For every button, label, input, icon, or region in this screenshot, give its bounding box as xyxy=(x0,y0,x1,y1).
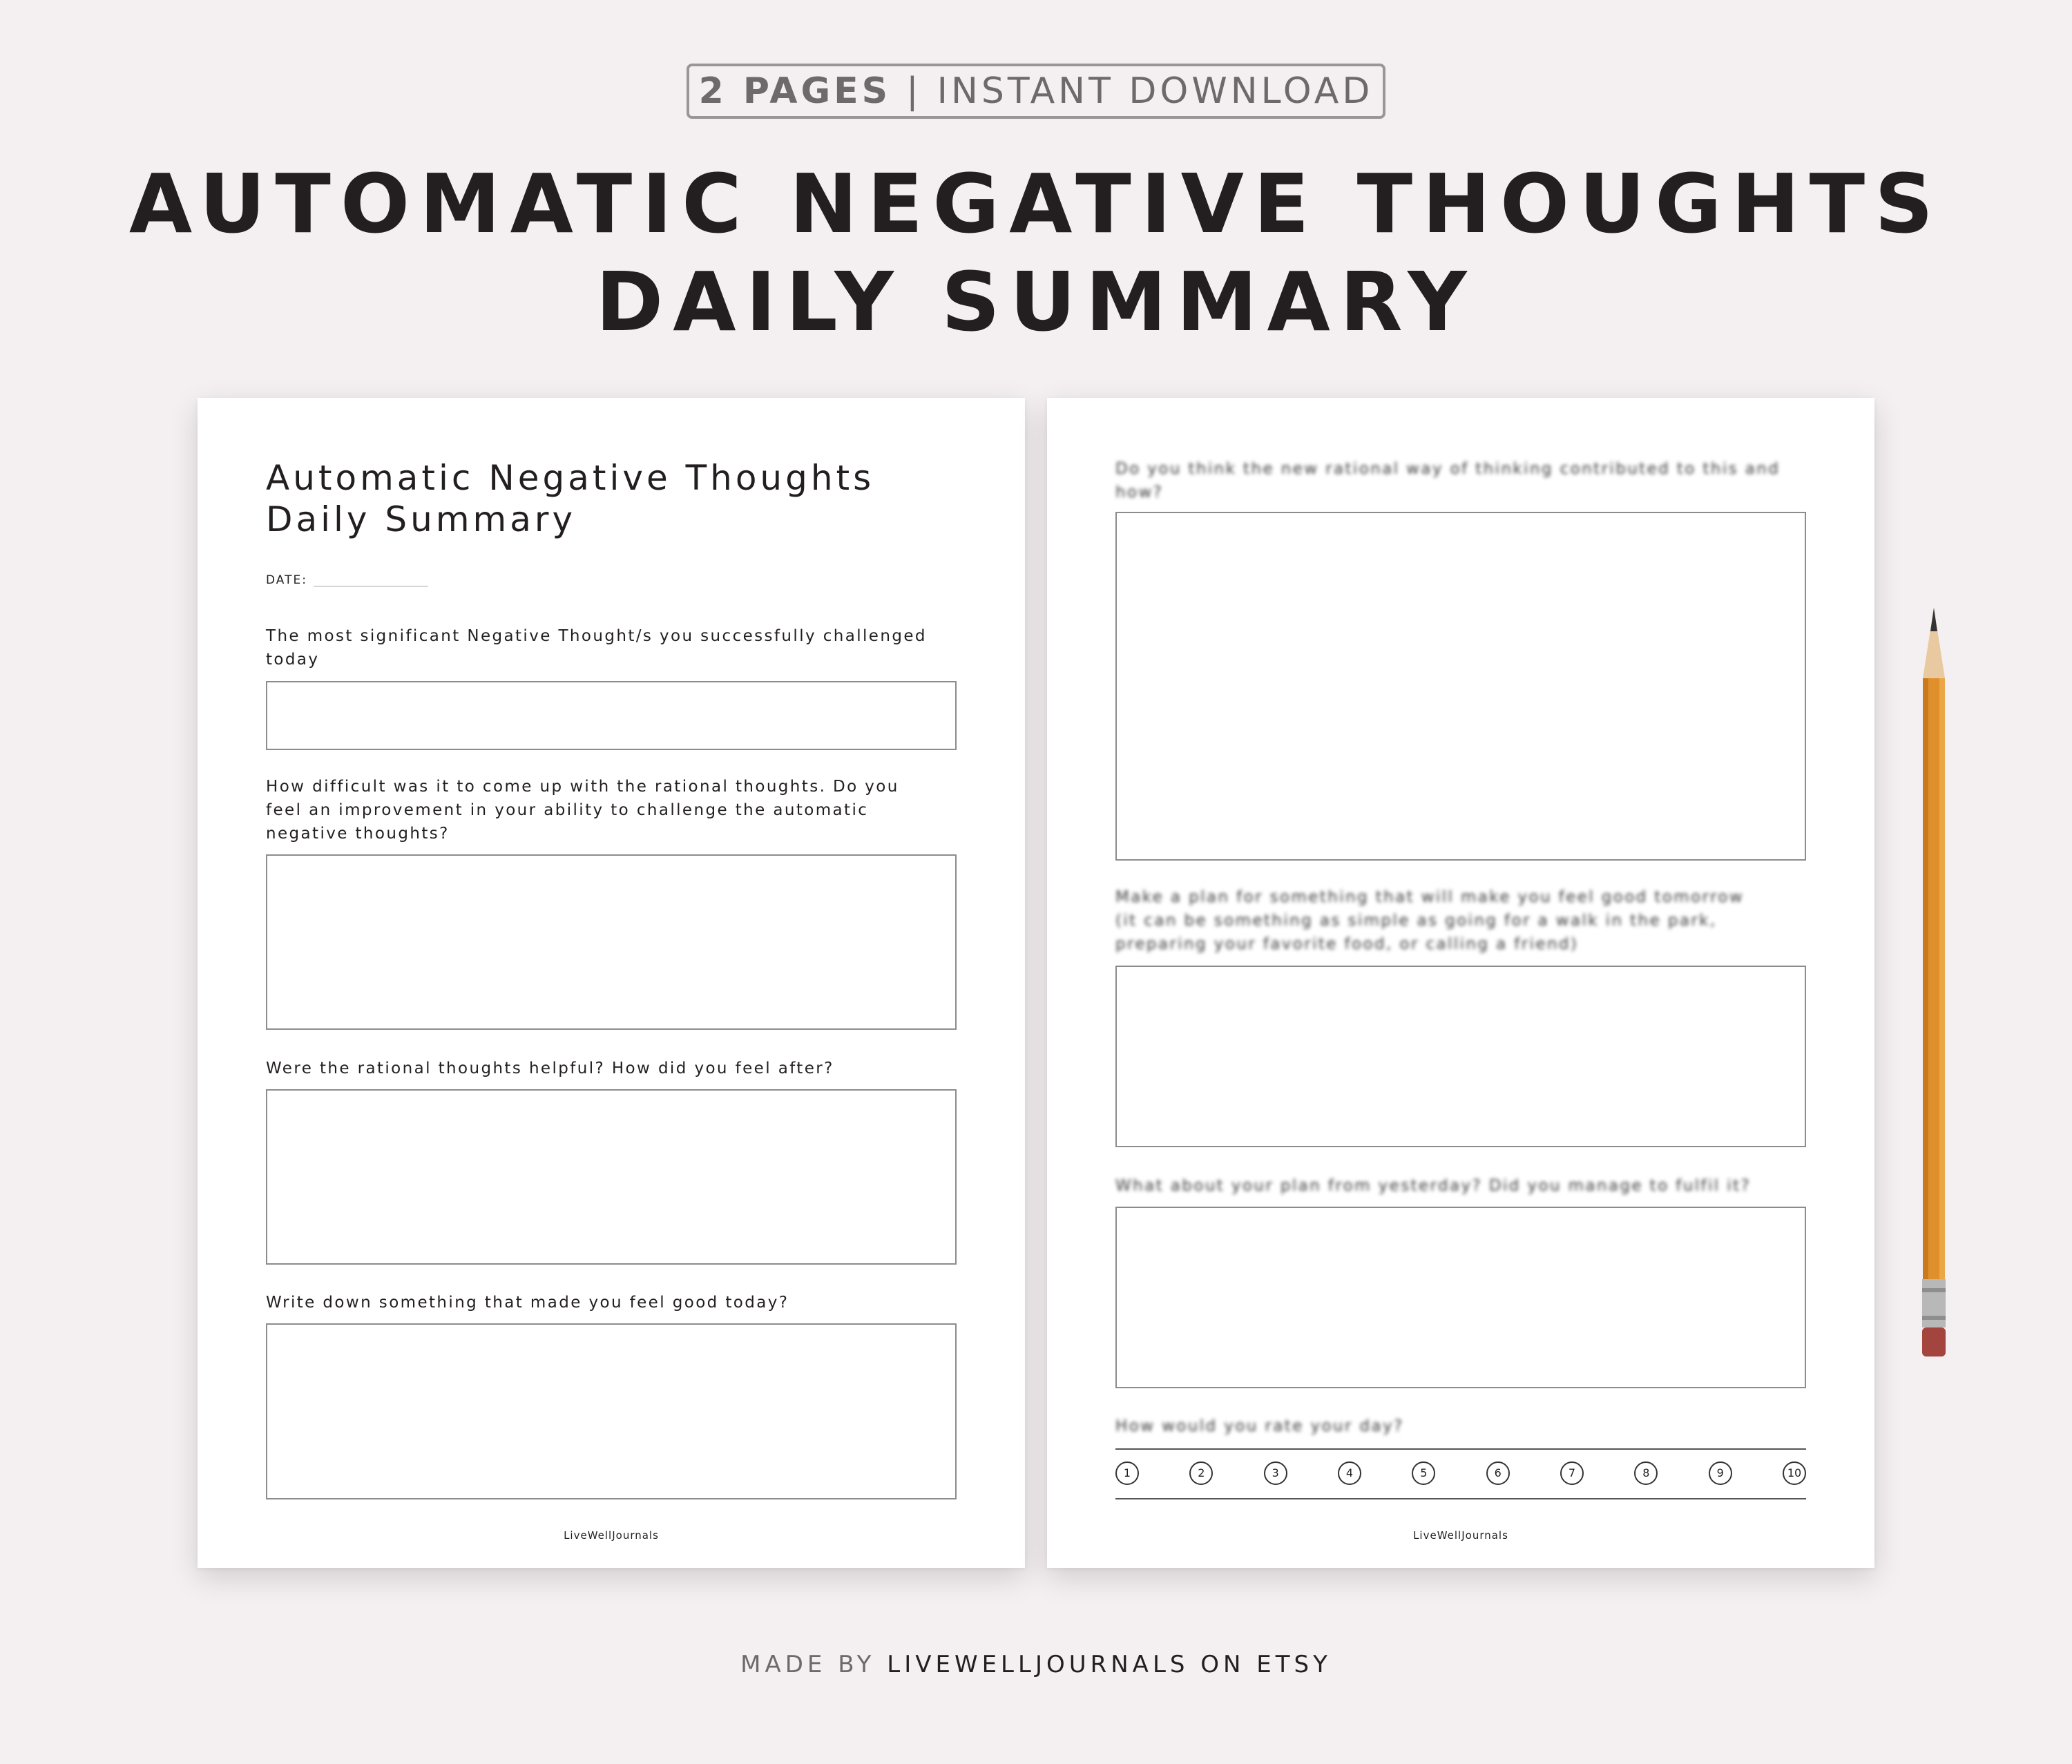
page-title-line-1: Automatic Negative Thoughts xyxy=(266,458,875,498)
page2-question-1-line-2: how? xyxy=(1115,483,1164,501)
rating-option-1[interactable]: 1 xyxy=(1115,1461,1139,1485)
question-4: Write down something that made you feel good today? xyxy=(266,1294,789,1312)
answer-box-4[interactable] xyxy=(266,1323,957,1499)
worksheet-page-2 xyxy=(1047,398,1874,1568)
credit-prefix: MADE BY xyxy=(740,1651,876,1678)
rating-top-line xyxy=(1115,1448,1806,1450)
page2-question-2-line-3: preparing your favorite food, or calling a friend) xyxy=(1115,935,1579,953)
headline-line-1: AUTOMATIC NEGATIVE THOUGHTS xyxy=(128,156,1944,251)
date-label: DATE: xyxy=(266,573,307,587)
headline-line-2: DAILY SUMMARY xyxy=(595,254,1477,349)
rating-option-7[interactable]: 7 xyxy=(1560,1461,1584,1485)
page2-answer-box-2[interactable] xyxy=(1115,966,1806,1147)
rating-option-3[interactable]: 3 xyxy=(1264,1461,1287,1485)
answer-box-3[interactable] xyxy=(266,1089,957,1265)
page2-question-2-line-2: (it can be something as simple as going for a walk in the park, xyxy=(1115,912,1717,930)
page2-question-2-line-1: Make a plan for something that will make you feel good tomorrow xyxy=(1115,888,1745,906)
answer-box-1[interactable] xyxy=(266,681,957,750)
rating-option-8[interactable]: 8 xyxy=(1634,1461,1658,1485)
page2-footer: LiveWellJournals xyxy=(1413,1529,1508,1542)
page2-question-1-line-1: Do you think the new rational way of thinking contributed to this and xyxy=(1115,460,1781,478)
page2-answer-box-1[interactable] xyxy=(1115,512,1806,861)
question-2 xyxy=(266,775,899,845)
pencil-icon xyxy=(1913,608,1955,1374)
question-1-line-2: today xyxy=(266,651,320,669)
badge-separator: | xyxy=(906,70,922,112)
download-badge xyxy=(687,64,1385,119)
question-1 xyxy=(266,624,927,671)
answer-box-2[interactable] xyxy=(266,854,957,1030)
date-field-line[interactable] xyxy=(314,586,428,587)
page2-question-4: How would you rate your day? xyxy=(1115,1417,1404,1435)
rating-option-4[interactable]: 4 xyxy=(1338,1461,1361,1485)
question-1-line-1: The most significant Negative Thought/s you successfully challenged xyxy=(266,627,927,645)
page2-question-2 xyxy=(1115,885,1744,956)
rating-option-10[interactable]: 10 xyxy=(1783,1461,1806,1485)
credit-brand[interactable]: LIVEWELLJOURNALS ON ETSY xyxy=(887,1651,1332,1678)
rating-option-5[interactable]: 5 xyxy=(1412,1461,1435,1485)
page-title-line-2: Daily Summary xyxy=(266,499,577,539)
question-2-line-1: How difficult was it to come up with the rational thoughts. Do you xyxy=(266,778,899,796)
rating-option-6[interactable]: 6 xyxy=(1486,1461,1510,1485)
credit-line xyxy=(0,1651,2072,1678)
question-3: Were the rational thoughts helpful? How did you feel after? xyxy=(266,1060,834,1077)
badge-download: INSTANT DOWNLOAD xyxy=(937,70,1374,112)
page-footer: LiveWellJournals xyxy=(564,1529,659,1542)
page2-question-1 xyxy=(1115,457,1780,504)
rating-option-9[interactable]: 9 xyxy=(1709,1461,1732,1485)
page2-answer-box-3[interactable] xyxy=(1115,1207,1806,1388)
rating-option-2[interactable]: 2 xyxy=(1189,1461,1213,1485)
question-2-line-3: negative thoughts? xyxy=(266,825,450,843)
rating-bottom-line xyxy=(1115,1498,1806,1499)
badge-pages: 2 PAGES xyxy=(698,70,892,112)
page2-question-3: What about your plan from yesterday? Did you manage to fulfil it? xyxy=(1115,1177,1752,1195)
worksheet-page-1 xyxy=(198,398,1025,1568)
page-title xyxy=(266,457,874,540)
question-2-line-2: feel an improvement in your ability to challenge the automatic xyxy=(266,801,869,819)
